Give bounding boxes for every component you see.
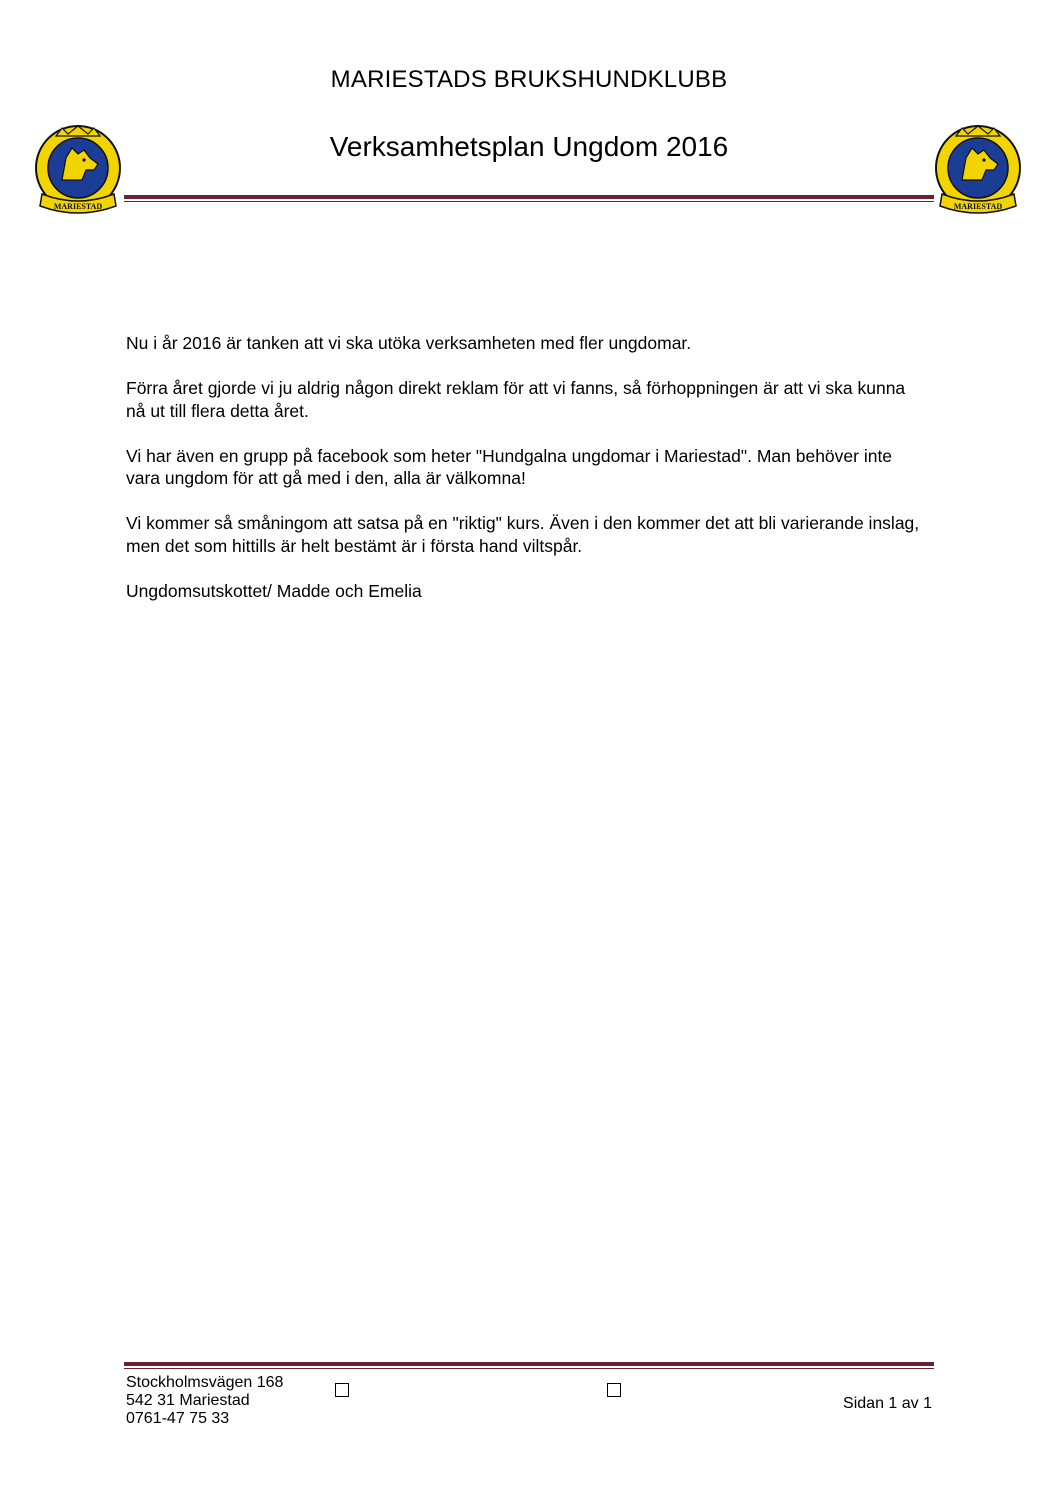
emblem-ribbon-text: MARIESTAD xyxy=(953,202,1003,211)
club-address xyxy=(126,1374,283,1428)
footer-divider xyxy=(124,1362,934,1369)
emblem-ribbon-text: MARIESTAD xyxy=(53,202,103,211)
document-title: Verksamhetsplan Ungdom 2016 xyxy=(329,131,729,162)
page-number: Sidan 1 av 1 xyxy=(843,1395,932,1412)
street-address: Stockholmsvägen 168 xyxy=(126,1374,284,1391)
club-emblem-icon xyxy=(932,124,1024,218)
header-divider xyxy=(124,195,934,202)
empty-box-icon xyxy=(607,1383,621,1397)
document-body xyxy=(126,332,926,625)
paragraph: Vi har även en grupp på facebook som heter "Hundgalna ungdomar i Mariestad". Man behöver inte vara ungdom för att gå med i den, alla är välkomna! xyxy=(126,445,893,488)
empty-box-icon xyxy=(335,1383,349,1397)
club-emblem-icon xyxy=(32,124,124,218)
postal-address: 542 31 Mariestad xyxy=(126,1392,250,1409)
paragraph: Nu i år 2016 är tanken att vi ska utöka verksamheten med fler ungdomar. xyxy=(126,333,692,353)
paragraph: Förra året gjorde vi ju aldrig någon direkt reklam för att vi fanns, så förhoppningen är att vi ska kunna nå ut till flera detta året. xyxy=(126,378,906,421)
signature-line: Ungdomsutskottet/ Madde och Emelia xyxy=(126,580,422,601)
paragraph: Vi kommer så småningom att satsa på en "riktig" kurs. Även i den kommer det att bli varierande inslag, men det som hittills är helt bestämt är i första hand viltspår. xyxy=(126,513,920,556)
phone-number: 0761-47 75 33 xyxy=(126,1410,230,1427)
organization-name: MARIESTADS BRUKSHUNDKLUBB xyxy=(330,66,728,93)
